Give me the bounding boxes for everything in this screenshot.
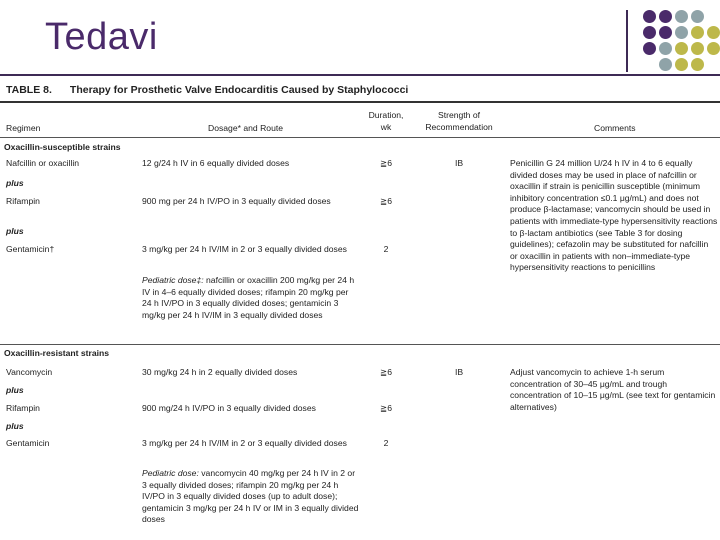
table-caption: Therapy for Prosthetic Valve Endocarditis Caused by Staphylococci (69, 84, 409, 96)
s1-duration-nafcillin: ≧6 (380, 158, 392, 168)
dot (643, 10, 656, 23)
s1-regimen-rifampin: Rifampin (6, 196, 40, 206)
s2-dosage-rifampin: 900 mg/24 h IV/PO in 3 equally divided doses (142, 403, 316, 413)
header-duration-line2: wk (380, 121, 392, 132)
s2-pediatric-label: Pediatric dose: (142, 468, 199, 478)
title-divider (626, 10, 628, 72)
dot (643, 42, 656, 55)
s2-duration-vancomycin: ≧6 (380, 367, 392, 377)
s2-regimen-gentamicin: Gentamicin (6, 438, 50, 448)
table-number: TABLE 8. (6, 84, 52, 96)
dot (707, 26, 720, 39)
dot (675, 58, 688, 71)
dot (643, 26, 656, 39)
dot (659, 26, 672, 39)
header-strength (415, 110, 503, 133)
s1-pediatric-dose (142, 275, 360, 321)
s2-pediatric-text: vancomycin 40 mg/kg per 24 h IV in 2 or 3 equally divided doses; rifampin 20 mg/kg per 24 h IV/PO in 3 equally divided doses (up to adult dose); gentamicin 3 mg/kg per 24 h IV or IM in 3 equally divided doses (142, 468, 359, 525)
s1-duration-rifampin: ≧6 (380, 196, 392, 206)
s1-dosage-nafcillin: 12 g/24 h IV in 6 equally divided doses (142, 158, 290, 168)
header-comments: Comments (594, 123, 636, 133)
s1-dosage-gentamicin: 3 mg/kg per 24 h IV/IM in 2 or 3 equally divided doses (142, 244, 347, 254)
s2-regimen-rifampin: Rifampin (6, 403, 40, 413)
dot (675, 42, 688, 55)
s1-regimen-nafcillin: Nafcillin or oxacillin (6, 158, 80, 168)
s1-plus-2: plus (6, 226, 24, 236)
section-divider (0, 344, 720, 345)
s1-plus-1: plus (6, 178, 24, 188)
dot (659, 42, 672, 55)
dot (691, 42, 704, 55)
s1-pediatric-label: Pediatric dose‡: (142, 275, 204, 285)
section-heading-susceptible: Oxacillin-susceptible strains (4, 142, 121, 152)
table-title (6, 84, 408, 96)
s1-comments: Penicillin G 24 million U/24 h IV in 4 to 6 equally divided doses may be used in place of nafcillin or oxacillin if strain is penicillin susceptible (minimum inhibitory concentration ≤0.1 μg/mL) and does not produce β-lactamase; vancomycin should be used in patients with immediate-type hypersensitivity reactions to β-lactam antibiotics (see Table 3 for dosing guidelines); cefazolin may be substituted for nafcillin or oxacillin in patients with non–immediate-type hypersensitivity reactions to penicillins (510, 158, 718, 273)
s2-strength: IB (454, 367, 464, 377)
section-heading-resistant: Oxacillin-resistant strains (4, 348, 110, 358)
dot (675, 26, 688, 39)
dot (659, 10, 672, 23)
header-duration-line1: Duration, (368, 110, 404, 120)
s1-pediatric-text: nafcillin or oxacillin 200 mg/kg per 24 h IV in 4–6 equally divided doses; rifampin 20 mg/kg per 24 h IV/PO in 3 equally divided doses; gentamicin 3 mg/kg per 24 h IV/IM in 3 equally divided doses (142, 275, 355, 320)
dot (691, 26, 704, 39)
dot (675, 10, 688, 23)
dot (707, 42, 720, 55)
table-top-rule (0, 101, 720, 103)
s2-dosage-gentamicin: 3 mg/kg per 24 h IV/IM in 2 or 3 equally divided doses (142, 438, 347, 448)
slide-title: Tedavi (45, 16, 158, 58)
header-rule (0, 74, 720, 76)
s2-comments: Adjust vancomycin to achieve 1-h serum concentration of 30–45 μg/mL and trough concentration of 10–15 μg/mL (see text for gentamicin alternatives) (510, 367, 716, 412)
header-strength-line1: Strength of (437, 110, 481, 120)
header-duration (358, 110, 414, 133)
header-dosage: Dosage* and Route (208, 123, 284, 133)
s2-plus-2: plus (6, 421, 24, 431)
decorative-dot-grid (640, 10, 720, 74)
dot (659, 58, 672, 71)
header-strength-line2: Recommendation (425, 121, 493, 132)
s2-pediatric-dose (142, 468, 360, 526)
header-regimen: Regimen (6, 123, 41, 133)
s1-dosage-rifampin: 900 mg per 24 h IV/PO in 3 equally divided doses (142, 196, 331, 206)
s2-regimen-vancomycin: Vancomycin (6, 367, 53, 377)
s1-regimen-gentamicin: Gentamicin† (6, 244, 55, 254)
s1-duration-gentamicin: 2 (383, 244, 389, 254)
dot (691, 10, 704, 23)
s2-duration-rifampin: ≧6 (380, 403, 392, 413)
s2-duration-gentamicin: 2 (383, 438, 389, 448)
s2-plus-1: plus (6, 385, 24, 395)
s2-dosage-vancomycin: 30 mg/kg 24 h in 2 equally divided doses (142, 367, 298, 377)
s1-strength: IB (454, 158, 464, 168)
dot (691, 58, 704, 71)
header-bottom-rule (0, 137, 720, 138)
